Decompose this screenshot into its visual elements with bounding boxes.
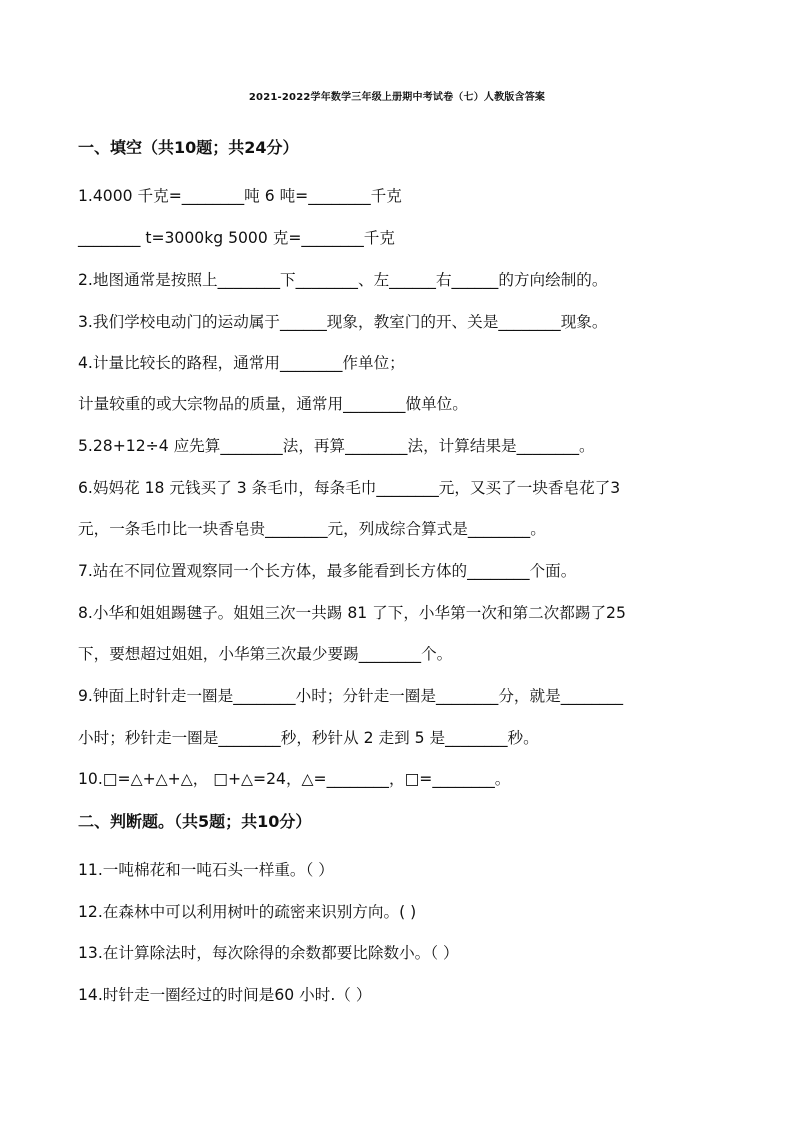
exam-title: 2021-2022学年数学三年级上册期中考试卷（七）人教版含答案 bbox=[248, 92, 546, 103]
question-line: 计量较重的或大宗物品的质量，通常用________做单位。 bbox=[78, 395, 468, 413]
section-fill-in-heading: 一、填空（共10题；共24分） bbox=[78, 138, 299, 157]
question-line: 6.妈妈花 18 元钱买了 3 条毛巾，每条毛巾________元，又买了一块香皂花了3 bbox=[78, 479, 621, 497]
section-judge-heading: 二、判断题。（共5题；共10分） bbox=[78, 812, 312, 831]
judge-question-line: 14.时针走一圈经过的时间是60 小时.（ ） bbox=[78, 986, 372, 1004]
judge-question-line: 12.在森林中可以利用树叶的疏密来识别方向。( ) bbox=[78, 903, 417, 921]
question-line: 3.我们学校电动门的运动属于______现象，教室门的开、关是________现象。 bbox=[78, 313, 608, 331]
question-line: 4.计量比较长的路程，通常用________作单位； bbox=[78, 354, 405, 372]
judge-question-line: 11.一吨棉花和一吨石头一样重。（ ） bbox=[78, 861, 334, 879]
question-line: 9.钟面上时针走一圈是________小时；分针走一圈是________分，就是________ bbox=[78, 687, 624, 705]
judge-question-line: 13.在计算除法时，每次除得的余数都要比除数小。（ ） bbox=[78, 944, 459, 962]
question-line: 2.地图通常是按照上________下________、左______右______的方向绘制的。 bbox=[78, 271, 608, 289]
question-line: 1.4000 千克=________吨 6 吨=________千克 bbox=[78, 187, 402, 205]
question-line: 7.站在不同位置观察同一个长方体，最多能看到长方体的________个面。 bbox=[78, 562, 577, 580]
question-line: 元，一条毛巾比一块香皂贵________元，列成综合算式是________。 bbox=[78, 520, 546, 538]
question-line: 8.小华和姐姐踢毽子。姐姐三次一共踢 81 了下，小华第一次和第二次都踢了25 bbox=[78, 604, 626, 622]
question-line: 下，要想超过姐姐，小华第三次最少要踢________个。 bbox=[78, 645, 453, 663]
question-line: ________ t=3000kg 5000 克=________千克 bbox=[78, 229, 395, 247]
question-line: 小时；秒针走一圈是________秒，秒针从 2 走到 5 是________秒。 bbox=[78, 729, 539, 747]
question-line: 5.28+12÷4 应先算________法，再算________法，计算结果是________。 bbox=[78, 437, 595, 455]
question-line: 10.□=△+△+△， □+△=24，△=________，□=________。 bbox=[78, 770, 511, 788]
